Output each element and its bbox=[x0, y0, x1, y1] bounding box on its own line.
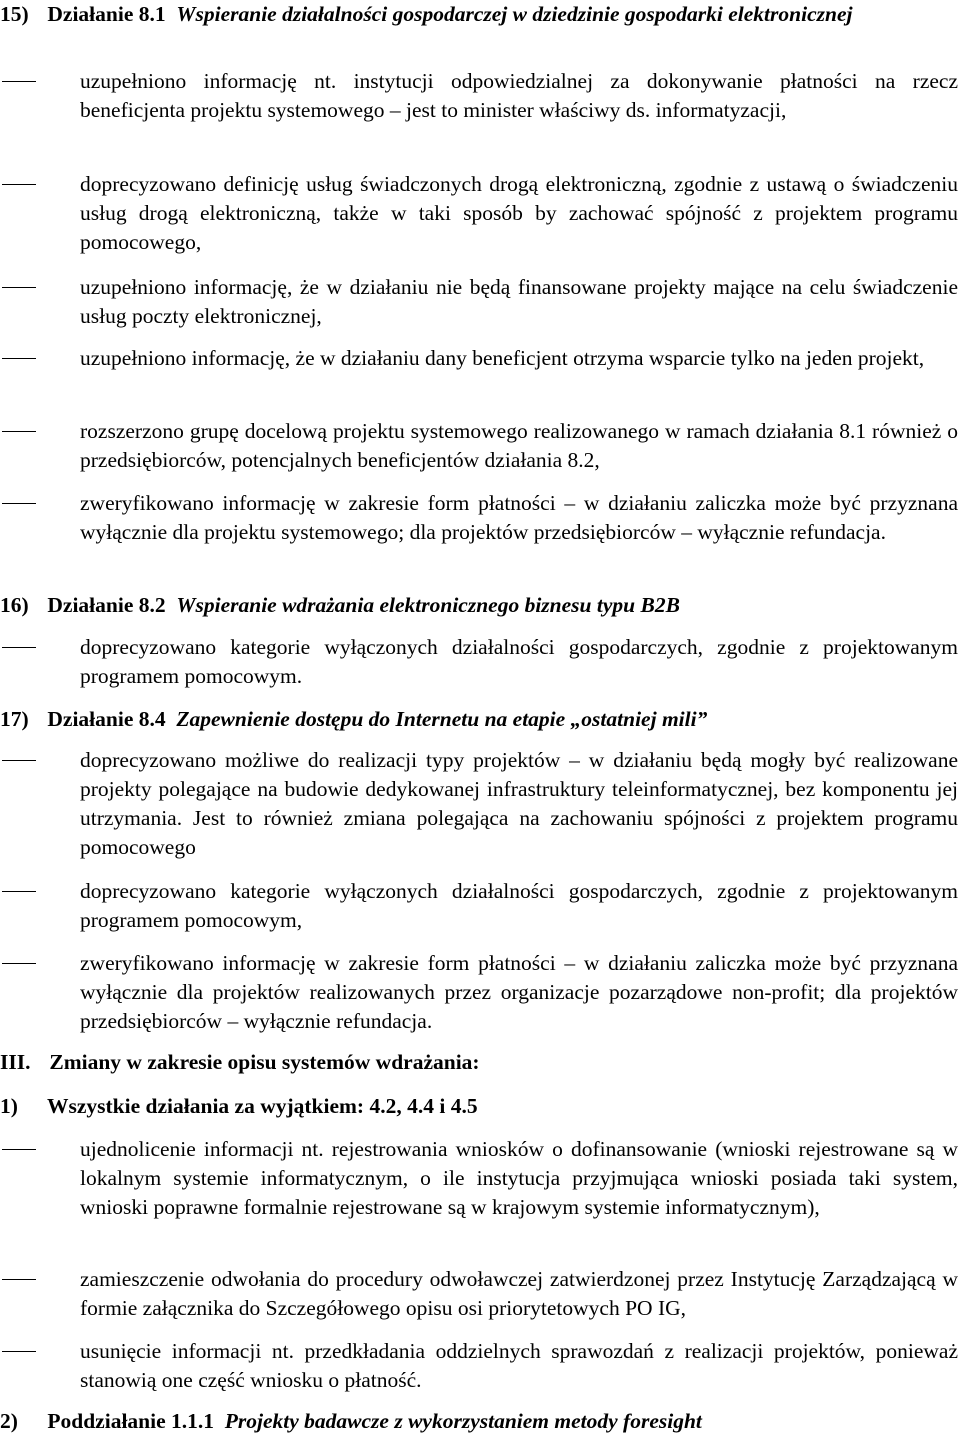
section-heading-1 bbox=[0, 1092, 958, 1121]
section-number: 2) bbox=[0, 1409, 18, 1433]
section-number: 15) bbox=[0, 2, 29, 26]
section-lead: Wszystkie działania za wyjątkiem: 4.2, 4.4 i 4.5 bbox=[47, 1094, 478, 1118]
list-item-text: doprecyzowano kategorie wyłączonych działalności gospodarczych, zgodnie z projektowanym programem pomocowym, bbox=[80, 879, 958, 932]
section-heading-2 bbox=[0, 1407, 958, 1436]
list-item bbox=[0, 746, 958, 862]
section-lead: Zmiany w zakresie opisu systemów wdrażania: bbox=[49, 1050, 480, 1074]
section-heading-16 bbox=[0, 591, 958, 620]
list-item bbox=[0, 633, 958, 691]
list-item-text: doprecyzowano definicję usług świadczonych drogą elektroniczną, zgodnie z ustawą o świadczeniu usług drogą elektroniczną, także w taki sposób by zachować spójność z projektem programu pomocowego, bbox=[80, 172, 958, 254]
list-item-text: zweryfikowano informację w zakresie form płatności – w działaniu zaliczka może być przyznana wyłącznie dla projektów realizowanych przez organizacje pozarządowe non-profit; dla projektów przedsiębiorców – wyłącznie refundacja. bbox=[80, 951, 958, 1033]
section-number: 17) bbox=[0, 707, 29, 731]
dash-bullet-icon bbox=[2, 431, 36, 432]
dash-bullet-icon bbox=[2, 647, 36, 648]
list-item-text: ujednolicenie informacji nt. rejestrowania wniosków o dofinansowanie (wnioski rejestrowane są w lokalnym systemie informatycznym, o ile instytucja przyjmująca wnioski posiada taki system, wnioski poprawne formalnie rejestrowane są w krajowym systemie informatycznym), bbox=[80, 1137, 958, 1219]
list-item-text: doprecyzowano kategorie wyłączonych działalności gospodarczych, zgodnie z projektowanym programem pomocowym. bbox=[80, 635, 958, 688]
list-item bbox=[0, 273, 958, 331]
list-item-text: rozszerzono grupę docelową projektu systemowego realizowanego w ramach działania 8.1 również o przedsiębiorców, potencjalnych beneficjentów działania 8.2, bbox=[80, 419, 958, 472]
dash-bullet-icon bbox=[2, 760, 36, 761]
dash-bullet-icon bbox=[2, 891, 36, 892]
section-title: Zapewnienie dostępu do Internetu na etapie „ostatniej mili” bbox=[176, 707, 708, 731]
dash-bullet-icon bbox=[2, 1279, 36, 1280]
section-lead: Działanie 8.4 bbox=[47, 707, 166, 731]
list-item bbox=[0, 170, 958, 257]
list-item bbox=[0, 949, 958, 1036]
section-lead: Działanie 8.1 bbox=[47, 2, 166, 26]
list-item-text: uzupełniono informację, że w działaniu dany beneficjent otrzyma wsparcie tylko na jeden projekt, bbox=[80, 346, 925, 370]
list-item bbox=[0, 1337, 958, 1395]
list-item-text: usunięcie informacji nt. przedkładania oddzielnych sprawozdań z realizacji projektów, ponieważ stanowią one część wniosku o płatność. bbox=[80, 1339, 958, 1392]
dash-bullet-icon bbox=[2, 287, 36, 288]
section-number: III. bbox=[0, 1050, 31, 1074]
section-title: Wspieranie wdrażania elektronicznego biznesu typu B2B bbox=[176, 593, 680, 617]
dash-bullet-icon bbox=[2, 358, 36, 359]
section-title: Wspieranie działalności gospodarczej w dziedzinie gospodarki elektronicznej bbox=[176, 2, 853, 26]
dash-bullet-icon bbox=[2, 963, 36, 964]
list-item-text: uzupełniono informację nt. instytucji odpowiedzialnej za dokonywanie płatności na rzecz beneficjenta projektu systemowego – jest to minister właściwy ds. informatyzacji, bbox=[80, 69, 958, 122]
dash-bullet-icon bbox=[2, 503, 36, 504]
section-lead: Poddziałanie 1.1.1 bbox=[47, 1409, 215, 1433]
list-item bbox=[0, 877, 958, 935]
dash-bullet-icon bbox=[2, 1351, 36, 1352]
section-heading-17 bbox=[0, 705, 958, 734]
list-item bbox=[0, 417, 958, 475]
list-item bbox=[0, 489, 958, 547]
list-item bbox=[0, 67, 958, 125]
chapter-heading-III bbox=[0, 1048, 958, 1077]
list-item bbox=[0, 1265, 958, 1323]
list-item-text: zweryfikowano informację w zakresie form płatności – w działaniu zaliczka może być przyznana wyłącznie dla projektu systemowego; dla projektów przedsiębiorców – wyłącznie refundacja. bbox=[80, 491, 958, 544]
section-number: 1) bbox=[0, 1094, 18, 1118]
section-heading-15 bbox=[0, 0, 958, 29]
dash-bullet-icon bbox=[2, 1149, 36, 1150]
section-title: Projekty badawcze z wykorzystaniem metody foresight bbox=[224, 1409, 702, 1433]
dash-bullet-icon bbox=[2, 81, 36, 82]
section-number: 16) bbox=[0, 593, 29, 617]
section-lead: Działanie 8.2 bbox=[47, 593, 166, 617]
list-item bbox=[0, 344, 958, 373]
list-item-text: zamieszczenie odwołania do procedury odwoławczej zatwierdzonej przez Instytucję Zarządzającą w formie załącznika do Szczegółowego opisu osi priorytetowych PO IG, bbox=[80, 1267, 958, 1320]
list-item bbox=[0, 1135, 958, 1222]
list-item-text: uzupełniono informację, że w działaniu nie będą finansowane projekty mające na celu świadczenie usług poczty elektronicznej, bbox=[80, 275, 958, 328]
dash-bullet-icon bbox=[2, 184, 36, 185]
list-item-text: doprecyzowano możliwe do realizacji typy projektów – w działaniu będą mogły być realizowane projekty polegające na budowie dedykowanej infrastruktury teleinformatycznej, bez komponentu jej utrzymania. Jest to również zmiana polegająca na zachowaniu spójności z projektem programu pomocowego bbox=[80, 748, 958, 859]
